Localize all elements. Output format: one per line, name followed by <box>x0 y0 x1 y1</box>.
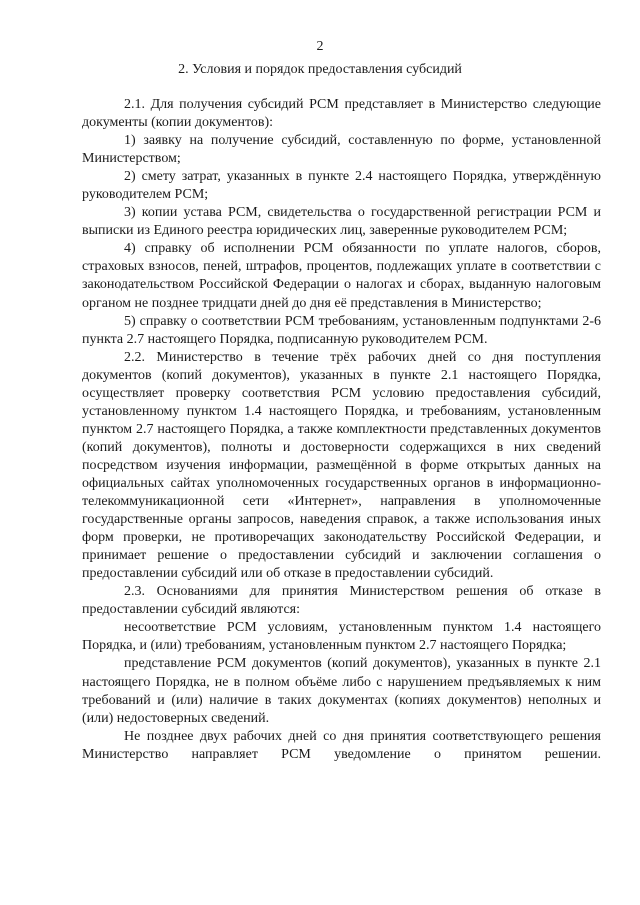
paragraph-2-3: 2.3. Основаниями для принятия Министерством решения об отказе в предоставлении субсидий являются: <box>82 584 601 618</box>
section-title: 2. Условия и порядок предоставления субсидий <box>178 62 462 77</box>
page-number: 2 <box>316 39 324 54</box>
list-item-1: 1) заявку на получение субсидий, составленную по форме, установленной Министерством; <box>82 133 601 167</box>
list-item-2: 2) смету затрат, указанных в пункте 2.4 настоящего Порядка, утверждённую руководителем РСМ; <box>82 169 601 203</box>
paragraph-2-2: 2.2. Министерство в течение трёх рабочих дней со дня поступления документов (копий документов), указанных в пункте 2.1 настоящего Порядка, осуществляет проверку соответствия РСМ условию предоставления субсидий, установленному пунктом 1.4 настоящего Порядка, и требованиям, установленным пунктом 2.7 настоящего Порядка, а также комплектности представленных документов (копий документов), полноты и достоверности содержащихся в них сведений посредством изучения информации, размещённой в форме открытых данных на официальных сайтах уполномоченных государственных органов в информационно-телекоммуникационной сети «Интернет», направления в уполномоченные государственные органы запросов, наведения справок, а также использования иных форм проверки, не противоречащих законодательству Российской Федерации, и принимает решение о предоставлении субсидий и заключении соглашения о предоставлении субсидий или об отказе в предоставлении субсидий. <box>82 349 601 582</box>
document-body <box>82 96 601 764</box>
refusal-ground-2: представление РСМ документов (копий документов), указанных в пункте 2.1 настоящего Порядка, не в полном объёме либо с нарушением предъявляемых к ним требований и (или) наличие в таких документах (копиях документов) неполных и (или) недостоверных сведений. <box>82 656 601 726</box>
list-item-5: 5) справку о соответствии РСМ требованиям, установленным подпунктами 2-6 пункта 2.7 настоящего Порядка, подписанную руководителем РСМ. <box>82 313 601 347</box>
list-item-4: 4) справку об исполнении РСМ обязанности по уплате налогов, сборов, страховых взносов, пеней, штрафов, процентов, подлежащих уплате в соответствии с законодательством Российской Федерации о налогах и сборах, выданную налоговым органом не позднее тридцати дней до дня её представления в Министерство; <box>82 241 601 311</box>
paragraph-2-1: 2.1. Для получения субсидий РСМ представляет в Министерство следующие документы (копии документов): <box>82 97 601 131</box>
refusal-ground-1: несоответствие РСМ условиям, установленным пунктом 1.4 настоящего Порядка, и (или) требованиям, установленным пунктом 2.7 настоящего Порядка; <box>82 620 601 654</box>
notification-paragraph: Не позднее двух рабочих дней со дня принятия соответствующего решения Министерство направляет РСМ уведомление о принятом решении. <box>82 728 601 762</box>
list-item-3: 3) копии устава РСМ, свидетельства о государственной регистрации РСМ и выписки из Единого реестра юридических лиц, заверенные руководителем РСМ; <box>82 205 601 239</box>
